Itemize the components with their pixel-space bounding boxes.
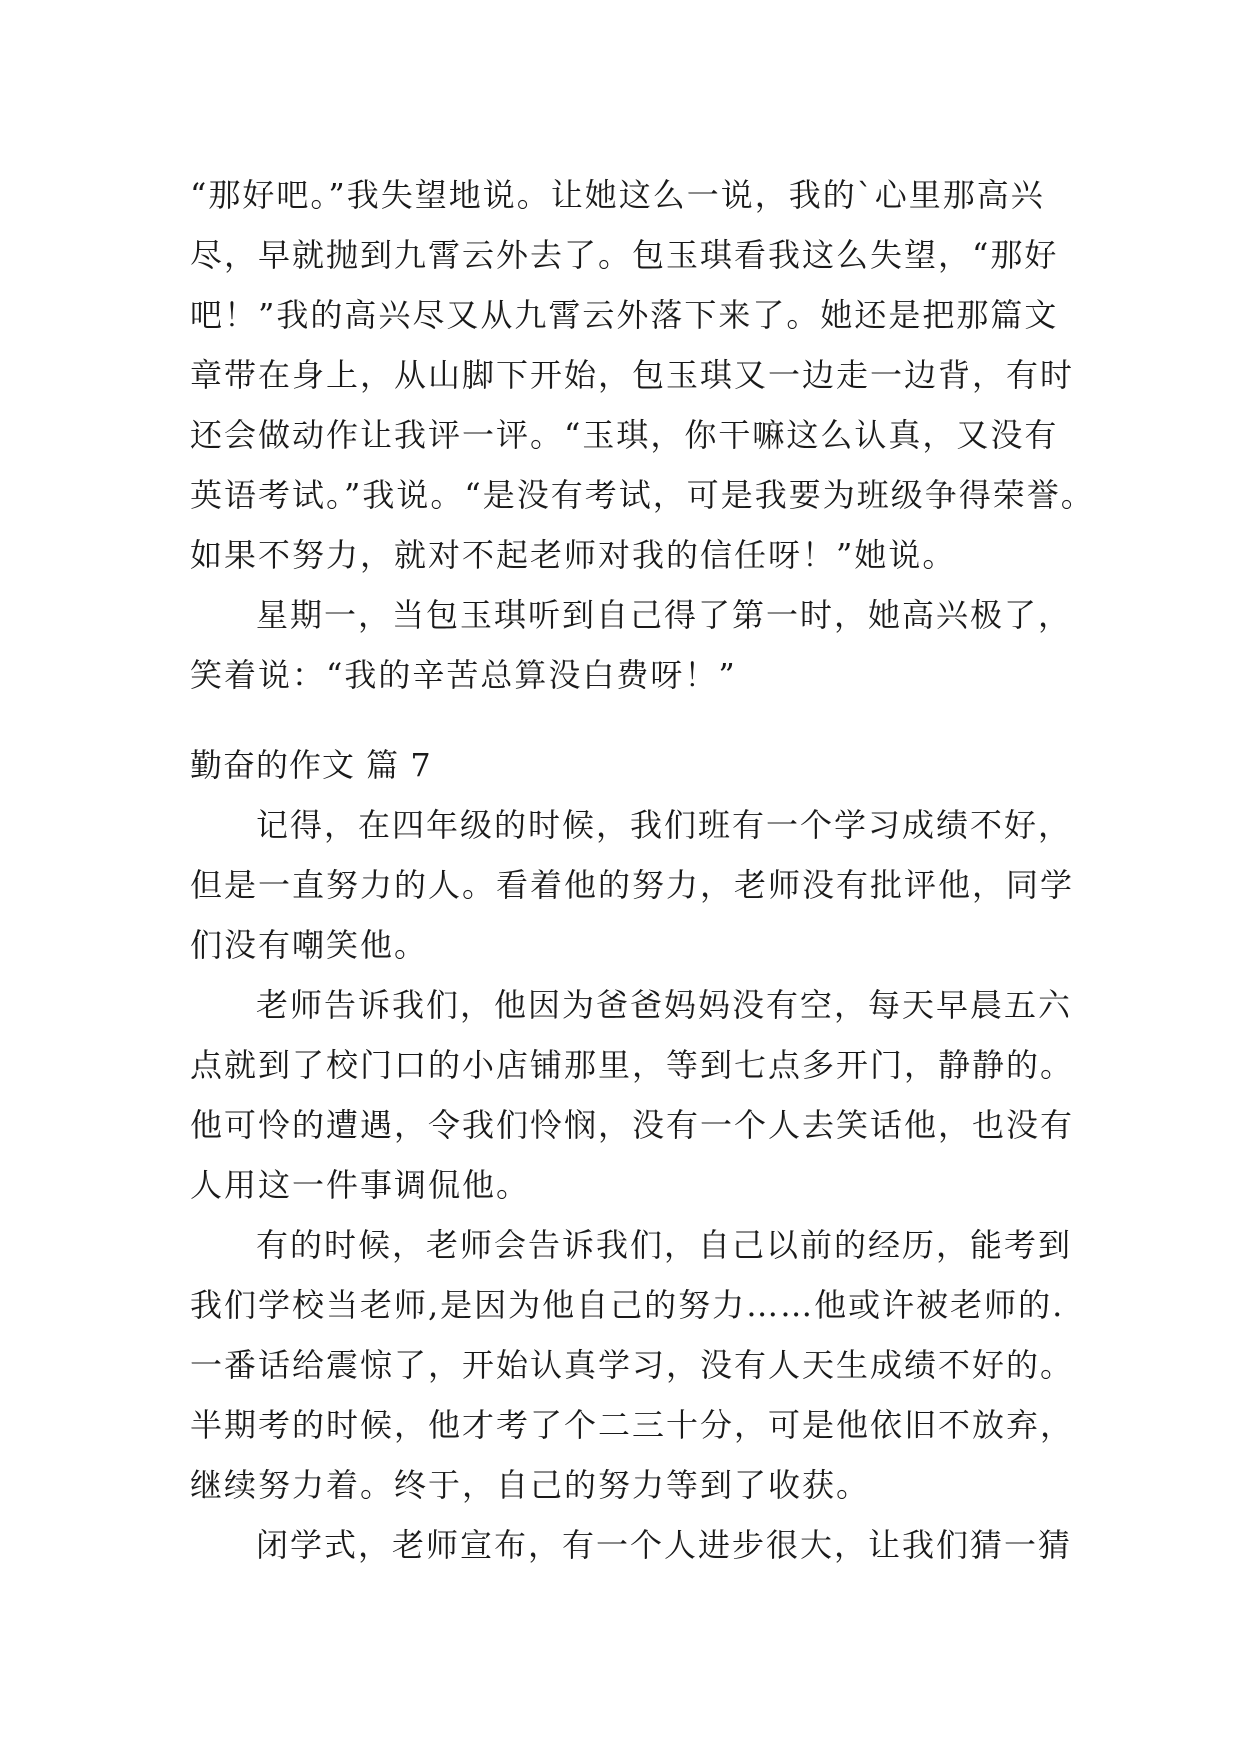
text-line: 继续努力着。终于，自己的努力等到了收获。 — [190, 1466, 871, 1504]
text-line: 半期考的时候，他才考了个二三十分，可是他依旧不放弃， — [190, 1406, 1075, 1444]
paragraph-6 — [190, 1515, 1073, 1575]
text-line: 星期一，当包玉琪听到自己得了第一时，她高兴极了， — [256, 596, 1073, 634]
text-line: 记得，在四年级的时候，我们班有一个学习成绩不好， — [256, 806, 1073, 844]
text-line: 吧！”我的高兴尽又从九霄云外落下来了。她还是把那篇文 — [190, 296, 1059, 334]
text-line: 章带在身上，从山脚下开始，包玉琪又一边走一边背，有时 — [190, 356, 1075, 394]
text-line: 一番话给震惊了，开始认真学习，没有人天生成绩不好的。 — [190, 1346, 1075, 1384]
paragraph-3 — [190, 795, 1075, 975]
text-line: 笑着说：“我的辛苦总算没白费呀！” — [190, 656, 737, 694]
text-line: 闭学式，老师宣布，有一个人进步很大，让我们猜一猜 — [256, 1526, 1073, 1564]
paragraph-4 — [190, 975, 1075, 1215]
text-line: 有的时候，老师会告诉我们，自己以前的经历，能考到 — [256, 1226, 1073, 1264]
paragraph-1 — [190, 165, 1095, 585]
section-gap — [190, 705, 1060, 735]
text-line: “那好吧。”我失望地说。让她这么一说，我的`心里那高兴 — [190, 176, 1045, 214]
text-line: 他可怜的遭遇，令我们怜悯，没有一个人去笑话他，也没有 — [190, 1106, 1075, 1144]
text-line: 英语考试。”我说。“是没有考试，可是我要为班级争得荣誉。 — [190, 476, 1095, 514]
paragraph-2 — [190, 585, 1073, 705]
paragraph-5 — [190, 1215, 1075, 1515]
text-line: 老师告诉我们，他因为爸爸妈妈没有空，每天早晨五六 — [256, 986, 1073, 1024]
text-line: 还会做动作让我评一评。“玉琪，你干嘛这么认真，又没有 — [190, 416, 1059, 454]
text-line: 人用这一件事调侃他。 — [190, 1166, 531, 1204]
text-line: 如果不努力，就对不起老师对我的信任呀！”她说。 — [190, 536, 957, 574]
text-line: 们没有嘲笑他。 — [190, 926, 429, 964]
text-line: 但是一直努力的人。看着他的努力，老师没有批评他，同学 — [190, 866, 1075, 904]
text-line: 点就到了校门口的小店铺那里，等到七点多开门，静静的。 — [190, 1046, 1075, 1084]
text-line: 我们学校当老师,是因为他自己的努力……他或许被老师的. — [190, 1286, 1065, 1324]
text-line: 尽，早就抛到九霄云外去了。包玉琪看我这么失望，“那好 — [190, 236, 1059, 274]
document-body — [190, 165, 1095, 1575]
section-heading: 勤奋的作文 篇 7 — [190, 746, 432, 784]
